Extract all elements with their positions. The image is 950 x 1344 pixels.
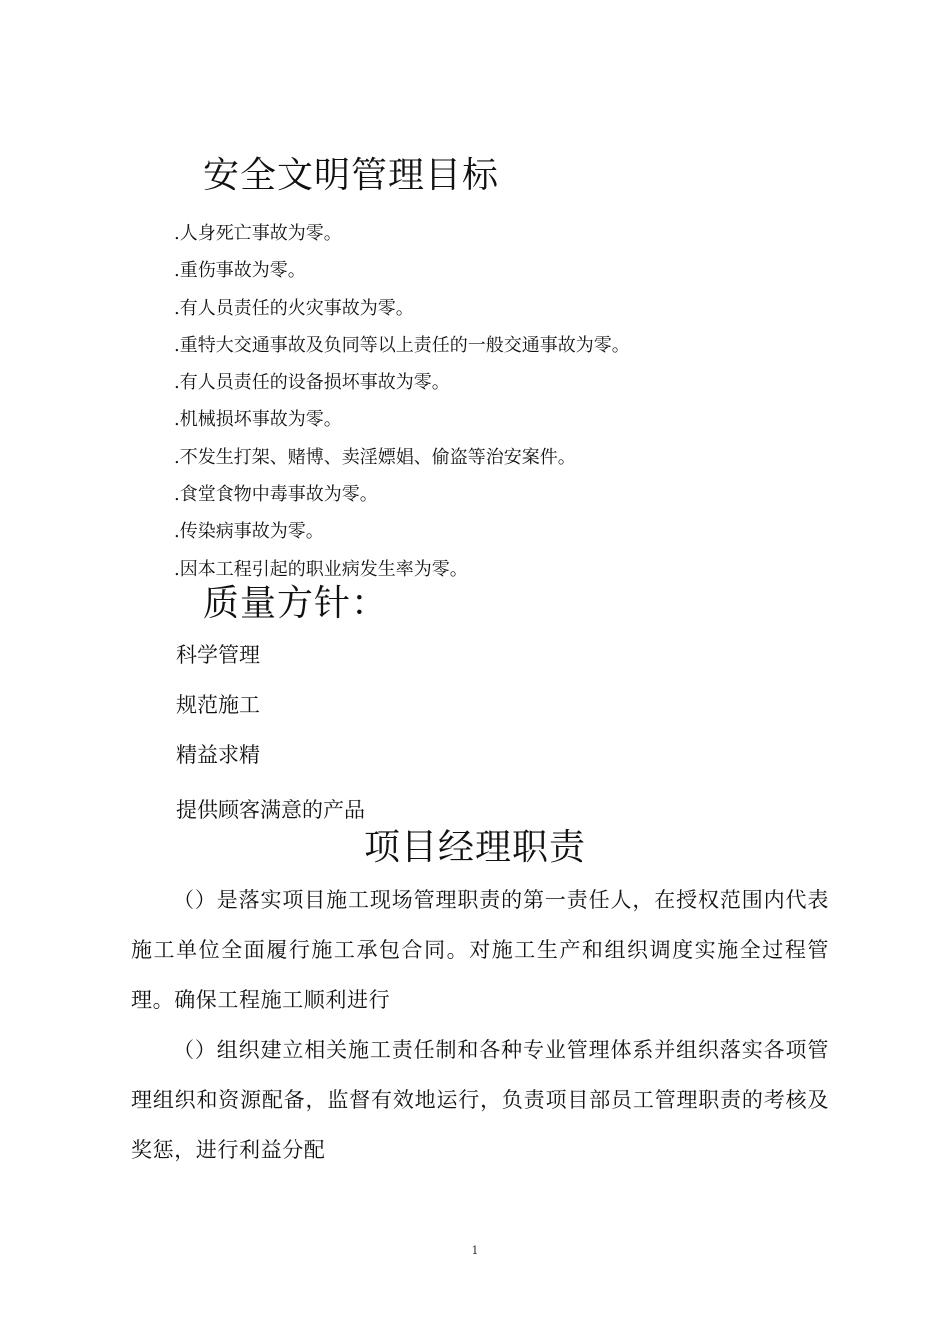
safety-goal-item: .有人员责任的火灾事故为零。 <box>174 297 414 319</box>
safety-goal-item: .重伤事故为零。 <box>174 260 306 282</box>
quality-policy-item: 提供顾客满意的产品 <box>176 798 365 822</box>
quality-policy-item: 科学管理 <box>176 643 260 667</box>
safety-goal-item: .有人员责任的设备损坏事故为零。 <box>174 372 450 394</box>
safety-goal-item: .重特大交通事故及负同等以上责任的一般交通事故为零。 <box>174 334 630 356</box>
safety-goal-item: .人身死亡事故为零。 <box>174 223 342 244</box>
safety-goals-title: 安全文明管理目标 <box>203 155 500 196</box>
duty-paragraph: （）组织建立相关施工责任制和各种专业管理体系并组织落实各项管理组织和资源配备，监督有效地运行，负责项目部员工管理职责的考核及奖惩，进行利益分配 <box>131 1038 829 1162</box>
quality-policy-title: 质量方针： <box>203 583 389 624</box>
safety-goal-item: .机械损坏事故为零。 <box>174 409 342 431</box>
project-manager-duties-title: 项目经理职责 <box>363 827 586 868</box>
quality-policy-item: 精益求精 <box>176 743 260 767</box>
duty-paragraph: （）是落实项目施工现场管理职责的第一责任人，在授权范围内代表施工单位全面履行施工承包合同。对施工生产和组织调度实施全过程管理。确保工程施工顺利进行 <box>131 888 829 1012</box>
quality-policy-list <box>176 640 365 825</box>
safety-goals-list <box>174 219 630 592</box>
safety-goal-item: .食堂食物中毒事故为零。 <box>174 484 378 506</box>
safety-goal-item: .传染病事故为零。 <box>174 521 324 543</box>
page-number: 1 <box>471 1244 479 1257</box>
safety-goal-item: .因本工程引起的职业病发生率为零。 <box>174 558 468 580</box>
quality-policy-item: 规范施工 <box>176 693 260 717</box>
safety-goal-item: .不发生打架、赌博、卖淫嫖娼、偷盗等治安案件。 <box>174 446 576 468</box>
